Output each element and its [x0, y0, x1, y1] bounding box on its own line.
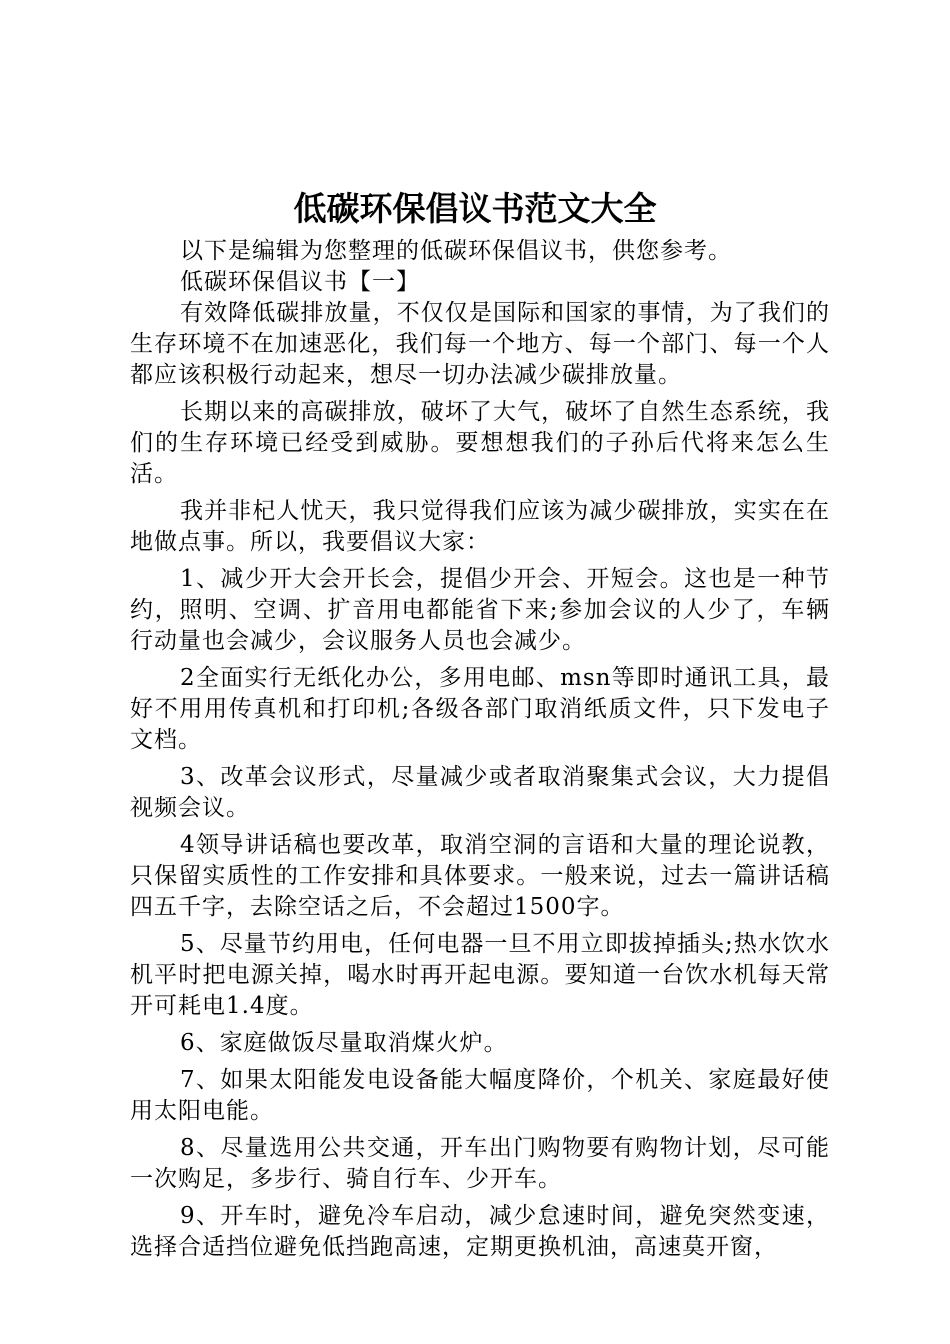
- list-item: 4领导讲话稿也要改革，取消空洞的言语和大量的理论说教，只保留实质性的工作安排和具体要求。一般来说，过去一篇讲话稿四五千字，去除空话之后，不会超过1500字。: [130, 832, 830, 920]
- list-item: 6、家庭做饭尽量取消煤火炉。: [180, 1030, 508, 1056]
- list-item: 7、如果太阳能发电设备能大幅度降价，个机关、家庭最好使用太阳电能。: [130, 1067, 830, 1124]
- list-item: 5、尽量节约用电，任何电器一旦不用立即拔掉插头;热水饮水机平时把电源关掉，喝水时再开起电源。要知道一台饮水机每天常开可耗电1.4度。: [130, 931, 830, 1019]
- list-item: 3、改革会议形式，尽量减少或者取消聚集式会议，大力提倡视频会议。: [130, 764, 830, 821]
- document-body: [130, 236, 830, 1263]
- list-item: 9、开车时，避免冷车启动，减少怠速时间，避免突然变速，选择合适挡位避免低挡跑高速，定期更换机油，高速莫开窗，: [130, 1203, 830, 1260]
- body-paragraph: 长期以来的高碳排放，破坏了大气，破坏了自然生态系统，我们的生存环境已经受到威胁。要想想我们的子孙后代将来怎么生活。: [130, 399, 830, 487]
- section-heading: 低碳环保倡议书【一】: [180, 269, 420, 295]
- body-paragraph: 我并非杞人忧天，我只觉得我们应该为减少碳排放，实实在在地做点事。所以，我要倡议大家：: [130, 498, 830, 555]
- list-item: 1、减少开大会开长会，提倡少开会、开短会。这也是一种节约，照明、空调、扩音用电都能省下来;参加会议的人少了，车辆行动量也会减少，会议服务人员也会减少。: [130, 566, 830, 654]
- intro-paragraph: 以下是编辑为您整理的低碳环保倡议书，供您参考。: [180, 238, 732, 264]
- list-item: 2全面实行无纸化办公，多用电邮、msn等即时通讯工具，最好不用用传真机和打印机;各级各部门取消纸质文件，只下发电子文档。: [130, 665, 830, 753]
- document-title: 低碳环保倡议书范文大全: [293, 189, 657, 228]
- list-item: 8、尽量选用公共交通，开车出门购物要有购物计划，尽可能一次购足，多步行、骑自行车、少开车。: [130, 1135, 830, 1192]
- body-paragraph: 有效降低碳排放量，不仅仅是国际和国家的事情，为了我们的生存环境不在加速恶化，我们每一个地方、每一个部门、每一个人都应该积极行动起来，想尽一切办法减少碳排放量。: [130, 300, 830, 388]
